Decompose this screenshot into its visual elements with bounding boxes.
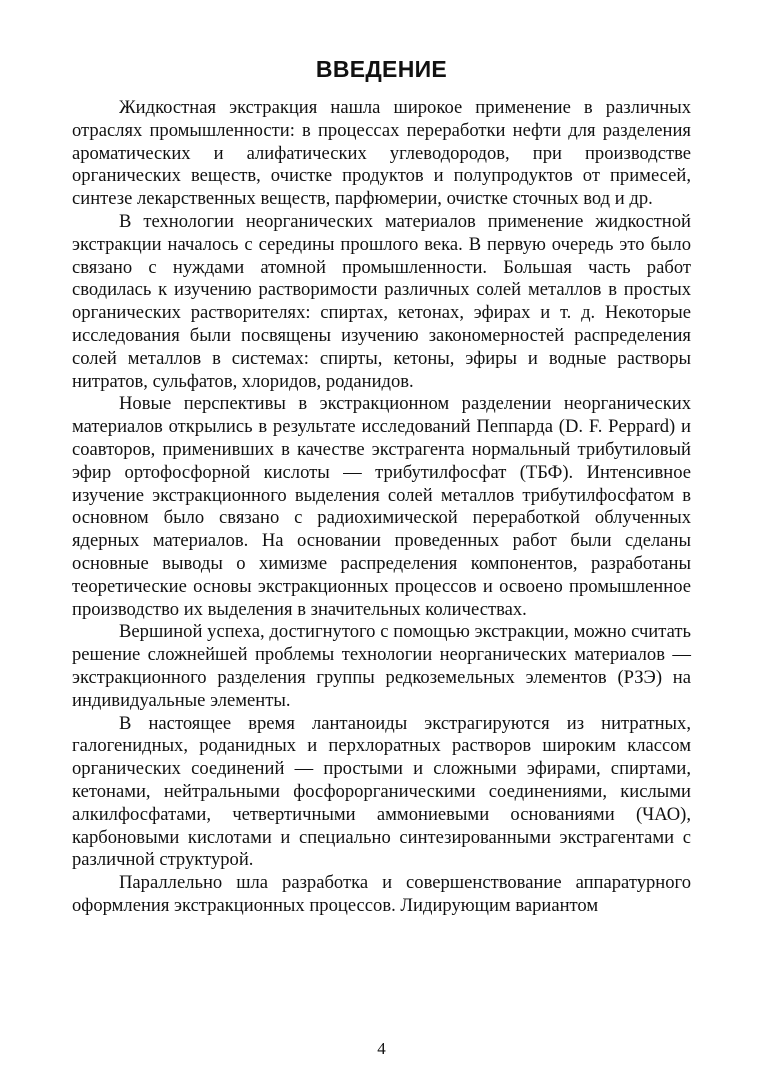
chapter-title: ВВЕДЕНИЕ	[315, 56, 448, 82]
paragraph-6: Параллельно шла разработка и совершенствование аппаратурного оформления экстракционных процессов. Лидирующим вариантом	[72, 872, 691, 916]
page-number: 4	[377, 1039, 386, 1058]
body-text	[72, 97, 691, 918]
paragraph-3: Новые перспективы в экстракционном разделении неорганических материалов открылись в результате исследований Пеппарда (D. F. Peppard) и соавторов, применивших в качестве экстрагента нормальный трибутиловый эфир ортофосфорной кислоты — трибутилфосфат (ТБФ). Интенсивное изучение экстракционного выделения солей металлов трибутилфосфатом в основном было связано с радиохимической переработкой облученных ядерных материалов. На основании проведенных работ были сделаны основные выводы о химизме распределения компонентов, разработаны теоретические основы экстракционных процессов и освоено промышленное производство их выделения в значительных количествах.	[72, 393, 691, 620]
paragraph-1: Жидкостная экстракция нашла широкое применение в различных отраслях промышленности: в процессах переработки нефти для разделения ароматических и алифатических углеводородов, при производстве органических веществ, очистке продуктов и полупродуктов от примесей, синтезе лекарственных веществ, парфюмерии, очистке сточных вод и др.	[72, 97, 691, 210]
paragraph-4: Вершиной успеха, достигнутого с помощью экстракции, можно считать решение сложнейшей проблемы технологии неорганических материалов — экстракционного разделения группы редкоземельных элементов (РЗЭ) на индивидуальные элементы.	[72, 621, 691, 711]
paragraph-5: В настоящее время лантаноиды экстрагируются из нитратных, галогенидных, роданидных и перхлоратных растворов широким классом органических соединений — простыми и сложными эфирами, спиртами, кетонами, нейтральными фосфорорганическими соединениями, кислыми алкилфосфатами, четвертичными аммониевыми основаниями (ЧАО), карбоновыми кислотами и специально синтезированными экстрагентами с различной структурой.	[72, 712, 691, 871]
paragraph-2: В технологии неорганических материалов применение жидкостной экстракции началось с середины прошлого века. В первую очередь это было связано с нуждами атомной промышленности. Большая часть работ сводилась к изучению растворимости различных солей металлов в простых органических растворителях: спиртах, кетонах, эфирах и т. д. Некоторые исследования были посвящены изучению закономерностей распределения солей металлов в системах: спирты, кетоны, эфиры и водные растворы нитратов, сульфатов, хлоридов, роданидов.	[72, 210, 691, 392]
